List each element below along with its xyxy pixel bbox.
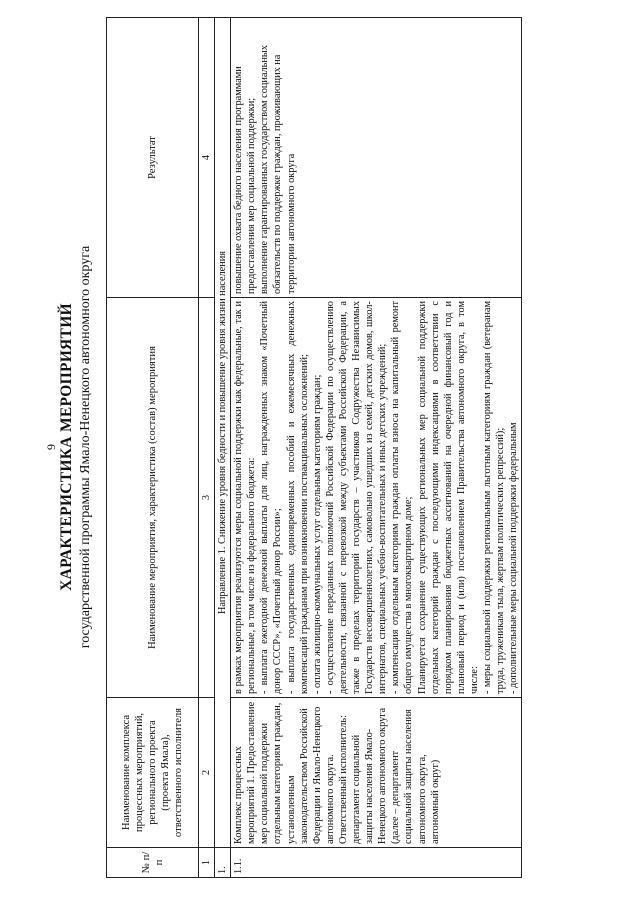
measure-description (231, 298, 522, 698)
header-num: № п/п (107, 848, 199, 878)
complex-name: Комплекс процессных мероприятий 1. Предоставление мер социальной поддержки отдельным категориям граждан, установленным законодательством Российской Федерации и Ямало-Ненецкого автономного округа. Ответственный исполнитель: департамент социальной защиты населения Ямало-Ненецкого автономного округа (далее – департамент социальной защиты населения автономного округа, автономный округ) (231, 698, 522, 848)
table-header-row (107, 18, 199, 878)
table-row (231, 18, 522, 878)
col-number-2: 2 (199, 698, 215, 848)
header-measure: Наименование мероприятия, характеристика (состав) мероприятия (107, 298, 199, 698)
description-paragraph: - осуществление переданных полномочий Российской Федерации по осуществлению деятельности, связанной с перевозкой между субъектами Российской Федерации, а также в пределах территорий государств – участников Содружества Независимых Государств несовершеннолетних, самовольно ушедших из семей, детских домов, школ-интернатов, специальных учебно-воспитательных и иных детских учреждений; (324, 301, 389, 694)
description-paragraph: - оплата жилищно-коммунальных услуг отдельным категориям граждан; (311, 374, 323, 694)
col-number-3: 3 (199, 298, 215, 698)
header-complex: Наименование комплекса процессных мероприятий, регионального проекта (проекта Ямала), ответственного исполнителя (107, 698, 199, 848)
col-number-4: 4 (199, 18, 215, 298)
direction-row (215, 18, 231, 878)
description-paragraph: - выплата государственных единовременных пособий и ежемесячных денежных компенсаций гражданам при возникновении поствакцинальных осложнений; (285, 301, 310, 694)
column-number-row (199, 18, 215, 878)
result-paragraph: выполнение гарантированных государством социальных обязательств по поддержке граждан, проживающих на территории автономного округа (259, 45, 297, 294)
description-paragraph: Планируется сохранение существующих региональных мер социальной поддержки отдельных категорий граждан с последующими индексациями в соответствии с порядком планирования бюджетных ассигнований на очередной финансовый год и плановый период и (или) постановлением Правительства автономного округа, в том числе: (416, 301, 480, 694)
header-result: Результат (107, 18, 199, 298)
document-subtitle: государственной программы Ямало-Ненецкого автономного округа (78, 245, 93, 649)
measures-table (106, 17, 522, 878)
row-num: 1.1. (231, 848, 522, 878)
result-cell (231, 18, 522, 298)
result-paragraph: повышение охвата бедного населения программами предоставления мер социальной поддержки; (233, 66, 258, 294)
description-paragraph: - дополнительные меры социальной поддержки федеральным (508, 422, 520, 694)
direction-title: Направление 1. Снижение уровня бедности и повышение уровня жизни населения (215, 18, 231, 848)
document-title: ХАРАКТЕРИСТИКА МЕРОПРИЯТИЙ (58, 303, 75, 591)
direction-num: 1. (215, 848, 231, 878)
description-paragraph: - меры социальной поддержки региональным льготным категориям граждан (ветеранам труда, труженикам тыла, жертвам политических репрессий); (481, 301, 507, 694)
col-number-1: 1 (199, 848, 215, 878)
description-paragraph: в рамках мероприятия реализуются меры социальной поддержки как федеральные, так и региональные, в том числе из федерального бюджета: (233, 301, 258, 694)
description-paragraph: - выплата ежегодной денежной выплаты для лиц, награжденных знаком «Почетный донор СССР», «Почетный донор России»; (259, 301, 284, 694)
description-paragraph: - компенсация отдельным категориям граждан оплаты взноса на капитальный ремонт общего имущества в многоквартирном доме; (390, 301, 415, 694)
page-number: 9 (44, 444, 58, 450)
document-page (18, 2, 618, 892)
